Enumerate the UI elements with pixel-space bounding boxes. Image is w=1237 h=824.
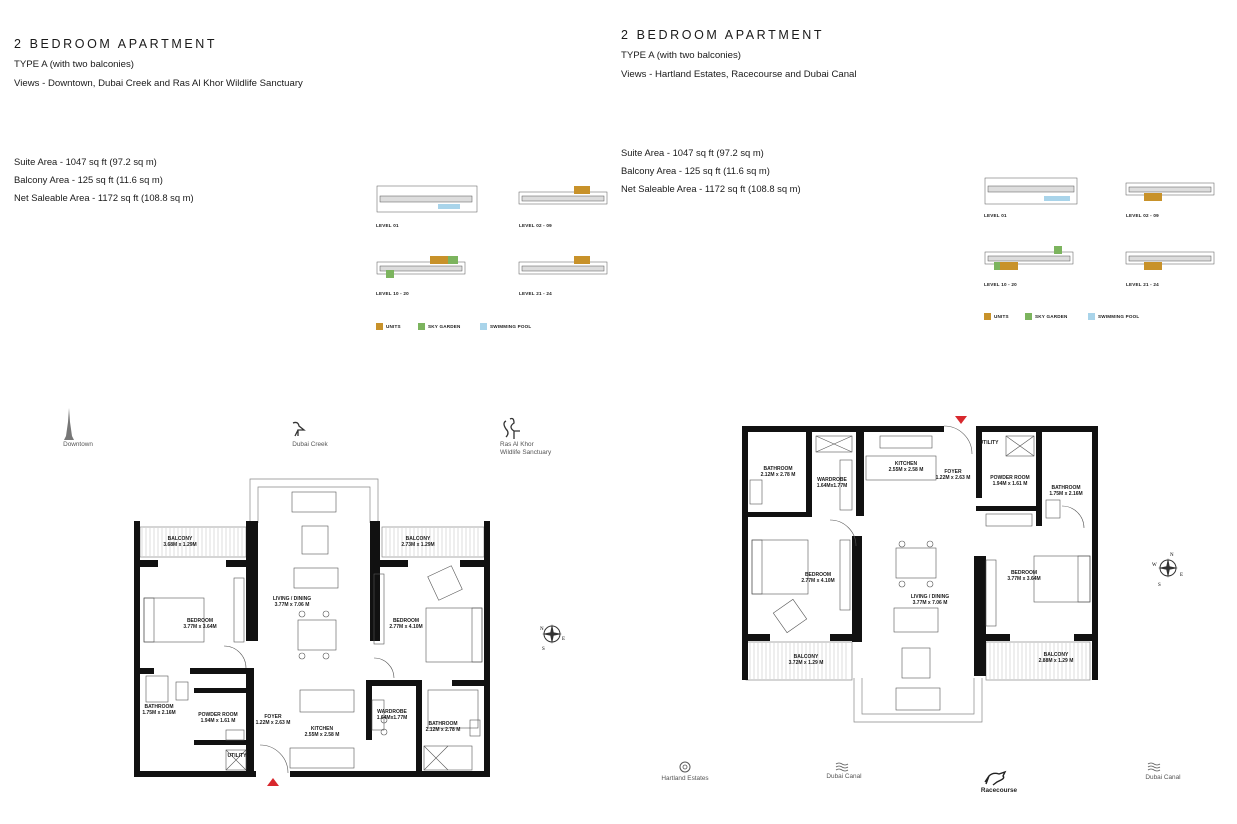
landmark-dubai-creek: Dubai Creek [292, 441, 328, 448]
left-bedroom-l: BEDROOM 3.77M x 3.64M [183, 618, 217, 631]
left-type: TYPE A (with two balconies) [14, 59, 134, 70]
right-legend-sky: SKY GARDEN [1035, 314, 1068, 319]
left-level-3: LEVEL 10 - 20 [376, 291, 409, 296]
svg-text:E: E [562, 637, 566, 642]
right-powder: POWDER ROOM 1.94M x 1.61 M [990, 475, 1030, 488]
left-suite-area: Suite Area - 1047 sq ft (97.2 sq m) [14, 156, 157, 167]
svg-text:W: W [1152, 563, 1157, 568]
right-suite-area: Suite Area - 1047 sq ft (97.2 sq m) [621, 147, 764, 158]
compass-icon [1152, 552, 1184, 586]
left-wardrobe: WARDROBE 1.64Mx1.77M [376, 709, 408, 722]
landmark-ras-al-khor: Ras Al Khor Wildlife Sanctuary [500, 441, 552, 456]
left-bathroom-r: BATHROOM 2.12M x 2.78 M [425, 721, 461, 734]
landmark-dubai-canal-1: Dubai Canal [826, 773, 862, 780]
right-bedroom-l: BEDROOM 2.77M x 4.10M [801, 572, 835, 585]
landmark-hartland: Hartland Estates [661, 775, 709, 782]
svg-text:S: S [542, 647, 545, 652]
right-level-4: LEVEL 21 - 24 [1126, 282, 1159, 287]
horse-icon [983, 770, 1009, 786]
svg-text:S: S [1158, 583, 1161, 588]
waves-icon [835, 762, 851, 772]
left-powder: POWDER ROOM 1.94M x 1.61 M [198, 712, 238, 725]
left-net-area: Net Saleable Area - 1172 sq ft (108.8 sq m) [14, 192, 194, 203]
right-views: Views - Hartland Estates, Racecourse and Dubai Canal [621, 69, 857, 80]
right-foyer: FOYER 1.22M x 2.63 M [935, 469, 971, 482]
left-title: 2 BEDROOM APARTMENT [14, 37, 218, 51]
right-balcony-l: BALCONY 3.72M x 1.29 M [788, 654, 824, 667]
right-level-3: LEVEL 10 - 20 [984, 282, 1017, 287]
right-legend-pool: SWIMMING POOL [1098, 314, 1140, 319]
right-type: TYPE A (with two balconies) [621, 50, 741, 61]
left-legend-units: UNITS [386, 324, 401, 329]
right-living: LIVING / DINING 3.77M x 7.06 M [910, 594, 950, 607]
right-bedroom-r: BEDROOM 3.77M x 3.64M [1007, 570, 1041, 583]
left-living: LIVING / DINING 3.77M x 7.06 M [272, 596, 312, 609]
left-level-2: LEVEL 02 - 09 [519, 223, 552, 228]
landmark-racecourse: Racecourse [980, 787, 1018, 794]
left-foyer: FOYER 1.22M x 2.63 M [255, 714, 291, 727]
left-bathroom-l: BATHROOM 1.75M x 2.16M [142, 704, 176, 717]
left-balcony-area: Balcony Area - 125 sq ft (11.6 sq m) [14, 174, 163, 185]
right-utility: UTILITY [979, 440, 999, 446]
left-balcony-r: BALCONY 2.73M x 1.29M [401, 536, 435, 549]
left-level-4: LEVEL 21 - 24 [519, 291, 552, 296]
svg-text:E: E [1180, 573, 1184, 578]
left-balcony-l: BALCONY 3.68M x 1.29M [163, 536, 197, 549]
right-level-2: LEVEL 02 - 09 [1126, 213, 1159, 218]
left-legend-pool: SWIMMING POOL [490, 324, 532, 329]
left-utility: UTILITY [227, 753, 247, 759]
left-views: Views - Downtown, Dubai Creek and Ras Al Khor Wildlife Sanctuary [14, 78, 303, 89]
left-legend-sky: SKY GARDEN [428, 324, 461, 329]
right-balcony-r: BALCONY 2.88M x 1.29 M [1038, 652, 1074, 665]
landmark-downtown: Downtown [63, 441, 93, 448]
right-kitchen: KITCHEN 2.55M x 2.58 M [888, 461, 924, 474]
right-title: 2 BEDROOM APARTMENT [621, 28, 825, 42]
svg-text:N: N [1170, 553, 1174, 558]
right-balcony-area: Balcony Area - 125 sq ft (11.6 sq m) [621, 165, 770, 176]
waves-icon [1147, 762, 1163, 772]
right-bathroom-r: BATHROOM 1.75M x 2.16M [1049, 485, 1083, 498]
right-bathroom-l: BATHROOM 2.12M x 2.78 M [760, 466, 796, 479]
right-net-area: Net Saleable Area - 1172 sq ft (108.8 sq m) [621, 183, 801, 194]
right-level-1: LEVEL 01 [984, 213, 1007, 218]
left-bedroom-r: BEDROOM 2.77M x 4.10M [389, 618, 423, 631]
right-entry-arrow [955, 416, 967, 424]
svg-text:N: N [540, 627, 544, 632]
left-kitchen: KITCHEN 2.55M x 2.58 M [304, 726, 340, 739]
right-legend-units: UNITS [994, 314, 1009, 319]
hartland-icon [679, 761, 691, 773]
landmark-dubai-canal-2: Dubai Canal [1145, 774, 1181, 781]
left-level-1: LEVEL 01 [376, 223, 399, 228]
right-wardrobe: WARDROBE 1.64Mx1.77M [816, 477, 848, 490]
